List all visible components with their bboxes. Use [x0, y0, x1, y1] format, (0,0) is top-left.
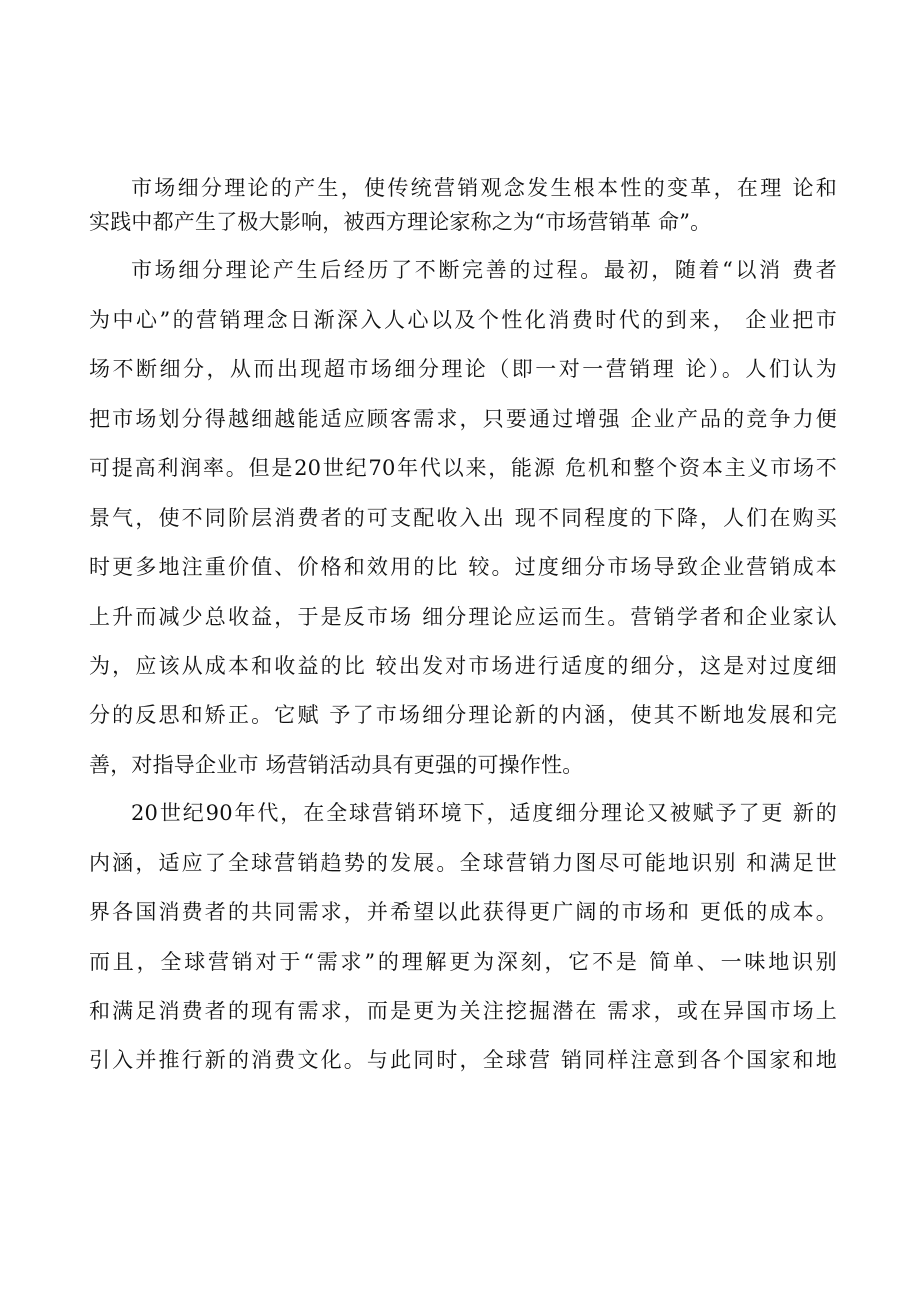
paragraph-3-line-2: 内涵，适应了全球营销趋势的发展。全球营销力图尽可能地识别 和满足世 [89, 851, 837, 875]
paragraph-2-line-9: 为，应该从成本和收益的比 较出发对市场进行适度的细分，这是对过度细 [89, 654, 837, 678]
paragraph-2-line-11: 善，对指导企业市 场营销活动具有更强的可操作性。 [89, 753, 584, 777]
paragraph-2-line-6: 景气，使不同阶层消费者的可支配收入出 现不同程度的下降，人们在购买 [89, 506, 837, 530]
paragraph-2-line-1: 市场细分理论产生后经历了不断完善的过程。最初，随着“以消 费者 [131, 258, 837, 282]
paragraph-1-line-1: 市场细分理论的产生，使传统营销观念发生根本性的变革，在理 论和 [131, 176, 837, 200]
paragraph-2-line-10: 分的反思和矫正。它赋 予了市场细分理论新的内涵，使其不断地发展和完 [89, 703, 837, 727]
paragraph-3-line-5: 和满足消费者的现有需求，而是更为关注挖掘潜在 需求，或在异国市场上 [89, 999, 837, 1023]
paragraph-2-line-4: 把市场划分得越细越能适应顾客需求，只要通过增强 企业产品的竞争力便 [89, 407, 837, 431]
paragraph-3-line-6: 引入并推行新的消费文化。与此同时，全球营 销同样注意到各个国家和地 [89, 1048, 837, 1072]
paragraph-1-line-2: 实践中都产生了极大影响，被西方理论家称之为“市场营销革 命”。 [89, 210, 712, 234]
paragraph-3-line-1: 20世纪90年代，在全球营销环境下，适度细分理论又被赋予了更 新的 [131, 801, 837, 825]
paragraph-3-line-4: 而且，全球营销对于“需求”的理解更为深刻，它不是 简单、一味地识别 [89, 950, 837, 974]
paragraph-2-line-7: 时更多地注重价值、价格和效用的比 较。过度细分市场导致企业营销成本 [89, 555, 837, 579]
paragraph-3-line-3: 界各国消费者的共同需求，并希望以此获得更广阔的市场和 更低的成本。 [89, 900, 837, 924]
paragraph-2-line-8: 上升而减少总收益，于是反市场 细分理论应运而生。营销学者和企业家认 [89, 605, 837, 629]
paragraph-2-line-3: 场不断细分，从而出现超市场细分理论（即一对一营销理 论）。人们认为 [89, 357, 837, 381]
paragraph-2-line-5: 可提高利润率。但是20世纪70年代以来，能源 危机和整个资本主义市场不 [89, 456, 837, 480]
paragraph-2-line-2: 为中心”的营销理念日渐深入人心以及个性化消费时代的到来， 企业把市 [89, 308, 837, 332]
